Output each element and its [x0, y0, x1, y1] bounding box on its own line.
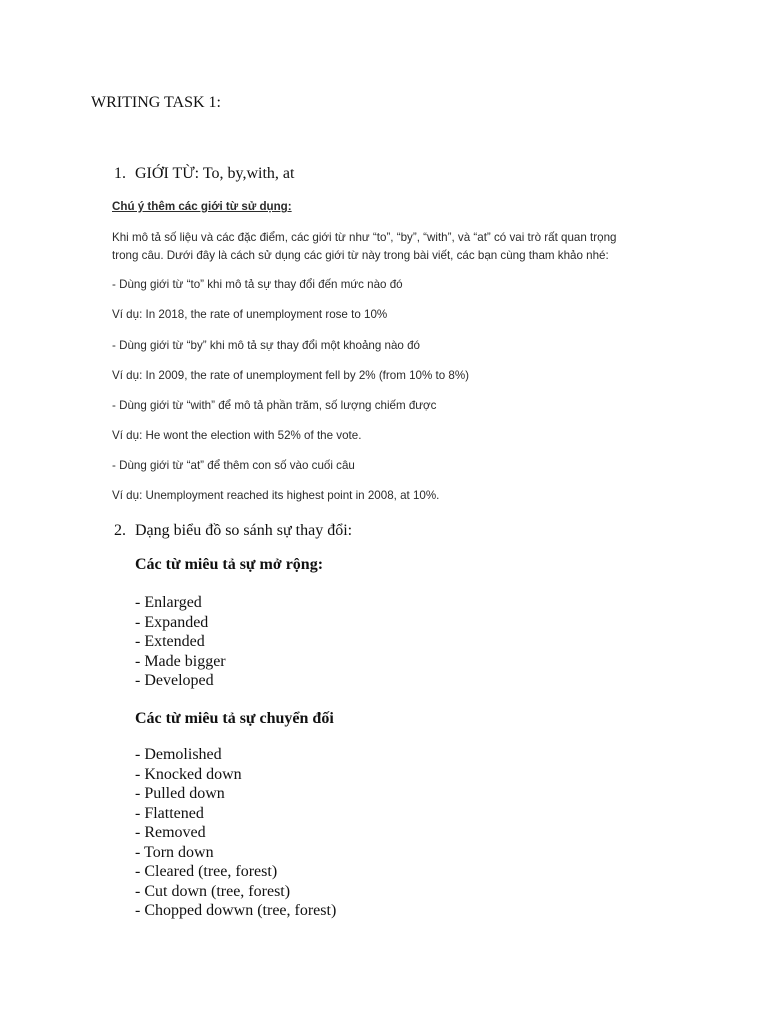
list-item: - Enlarged — [135, 594, 202, 611]
expansion-words-heading: Các từ miêu tả sự mở rộng: — [135, 556, 324, 573]
list-item: - Removed — [135, 824, 206, 841]
note-intro-line-1: Khi mô tả số liệu và các đặc điểm, các giới từ như “to”, “by”, “with”, và “at” có vai trò rất quan trọng — [112, 231, 617, 244]
list-item: - Expanded — [135, 613, 209, 631]
list-item: - Pulled down — [135, 785, 225, 802]
note-rule-by: - Dùng giới từ “by” khi mô tả sự thay đổi một khoảng nào đó — [112, 339, 420, 352]
change-words-list — [135, 745, 336, 921]
section-1-number: 1. — [114, 165, 126, 182]
list-item: - Chopped dowwn (tree, forest) — [135, 902, 337, 919]
note-intro-line-2: trong câu. Dưới đây là cách sử dụng các giới từ này trong bài viết, các bạn cùng tham khảo nhé: — [112, 249, 609, 262]
section-2-heading-text: Dạng biểu đồ so sánh sự thay đổi: — [135, 522, 353, 539]
note-title: Chú ý thêm các giới từ sử dụng: — [112, 200, 292, 213]
list-item: - Made bigger — [135, 652, 226, 670]
section-1-heading — [114, 164, 294, 184]
section-2-number: 2. — [114, 522, 126, 539]
list-item: - Knocked down — [135, 765, 242, 783]
list-item: - Cleared (tree, forest) — [135, 863, 278, 880]
note-example-with: Ví dụ: He wont the election with 52% of the vote. — [112, 429, 362, 442]
note-rule-with: - Dùng giới từ “with” để mô tả phần trăm, số lượng chiếm được — [112, 399, 437, 412]
expansion-words-list — [135, 593, 226, 691]
note-rule-to: - Dùng giới từ “to” khi mô tả sự thay đổi đến mức nào đó — [112, 278, 403, 291]
section-2-heading — [114, 521, 352, 541]
change-words-heading: Các từ miêu tả sự chuyển đối — [135, 710, 334, 727]
list-item: - Cut down (tree, forest) — [135, 882, 291, 900]
section-1-heading-text: GIỚI TỪ: To, by,with, at — [135, 165, 295, 182]
note-example-at: Ví dụ: Unemployment reached its highest point in 2008, at 10%. — [112, 489, 440, 502]
page-title: WRITING TASK 1: — [91, 94, 221, 111]
note-example-by: Ví dụ: In 2009, the rate of unemployment fell by 2% (from 10% to 8%) — [112, 369, 470, 382]
note-example-to: Ví dụ: In 2018, the rate of unemployment rose to 10% — [112, 308, 388, 321]
note-rule-at: - Dùng giới từ “at” để thêm con số vào cuối câu — [112, 459, 355, 472]
list-item: - Torn down — [135, 843, 214, 861]
list-item: - Demolished — [135, 746, 222, 763]
list-item: - Developed — [135, 672, 214, 689]
list-item: - Extended — [135, 633, 205, 650]
list-item: - Flattened — [135, 804, 204, 822]
